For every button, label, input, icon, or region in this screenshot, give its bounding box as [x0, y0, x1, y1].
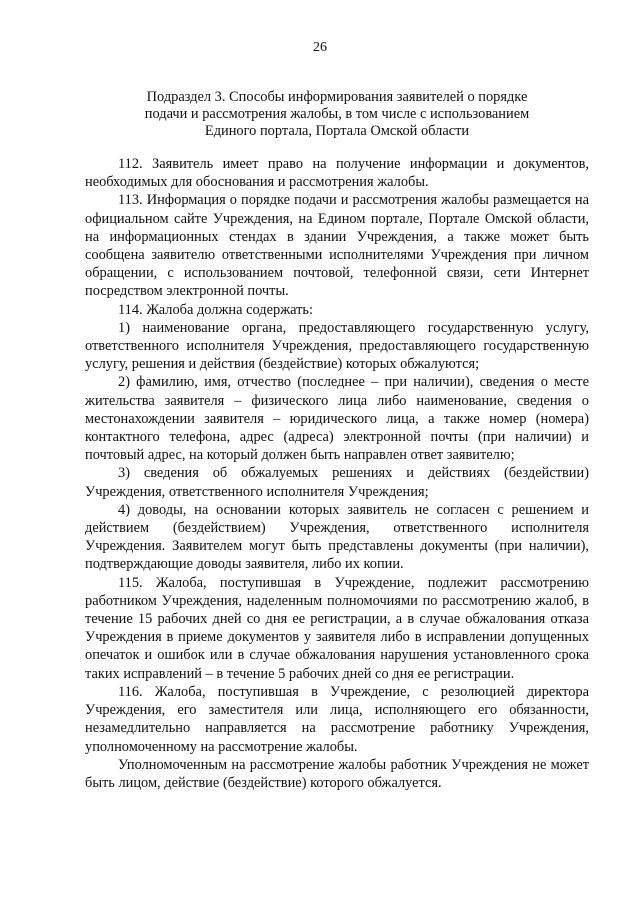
paragraph-114-item-1: 1) наименование органа, предоставляющего государственную услугу, ответственного исполнителя Учреждения, предоставляющего государственную услугу, решения и действия (бездействие) которых обжалуются;	[85, 319, 589, 373]
paragraph-112: 112. Заявитель имеет право на получение информации и документов, необходимых для обоснования и рассмотрения жалобы.	[85, 156, 589, 191]
paragraph-114-item-3: 3) сведения об обжалуемых решениях и действиях (бездействии) Учреждения, ответственного исполнителя Учреждения;	[85, 465, 589, 500]
paragraph-115: 115. Жалоба, поступившая в Учреждение, подлежит рассмотрению работником Учреждения, наделенным полномочиями по рассмотрению жалоб, в течение 15 рабочих дней со дня ее регистрации, а в случае обжалования отказа Учреждения в приеме документов у заявителя либо в исправлении допущенных опечаток и ошибок или в случае обжалования нарушения установленного срока таких исправлений – в течение 5 рабочих дней со дня ее регистрации.	[85, 574, 589, 682]
section-heading-line: Единого портала, Портала Омской области	[204, 123, 470, 139]
page-number: 26	[313, 40, 327, 55]
paragraph-116: 116. Жалоба, поступившая в Учреждение, с резолюцией директора Учреждения, его заместителя или лица, исполняющего его обязанности, незамедлительно направляется на рассмотрение работнику Учреждения, уполномоченному на рассмотрение жалобы.	[85, 683, 589, 755]
section-heading-line: Подраздел 3. Способы информирования заявителей о порядке	[146, 89, 528, 105]
body-text	[85, 155, 589, 792]
section-heading	[100, 89, 574, 140]
paragraph-116-note: Уполномоченным на рассмотрение жалобы работник Учреждения не может быть лицом, действие (бездействие) которого обжалуется.	[85, 756, 589, 791]
paragraph-114-item-4: 4) доводы, на основании которых заявитель не согласен с решением и действием (бездействием) Учреждения, ответственного исполнителя Учреждения. Заявителем могут быть представлены документы (при наличии), подтверждающие доводы заявителя, либо их копии.	[85, 501, 589, 573]
paragraph-114-item-2: 2) фамилию, имя, отчество (последнее – при наличии), сведения о месте жительства заявителя – физического лица либо наименование, сведения о местонахождении заявителя – юридического лица, а также номер (номера) контактного телефона, адрес (адреса) электронной почты (при наличии) и почтовый адрес, на который должен быть направлен ответ заявителю;	[85, 374, 589, 464]
section-heading-line: подачи и рассмотрения жалобы, в том числе с использованием	[144, 106, 530, 122]
paragraph-113: 113. Информация о порядке подачи и рассмотрения жалобы размещается на официальном сайте Учреждения, на Едином портале, Портале Омской области, на информационных стендах в здании Учреждения, а также может быть сообщена заявителю ответственными исполнителями Учреждения при личном обращении, с использованием почтовой, телефонной связи, сети Интернет посредством электронной почты.	[85, 192, 589, 300]
paragraph-114: 114. Жалоба должна содержать:	[118, 301, 313, 318]
